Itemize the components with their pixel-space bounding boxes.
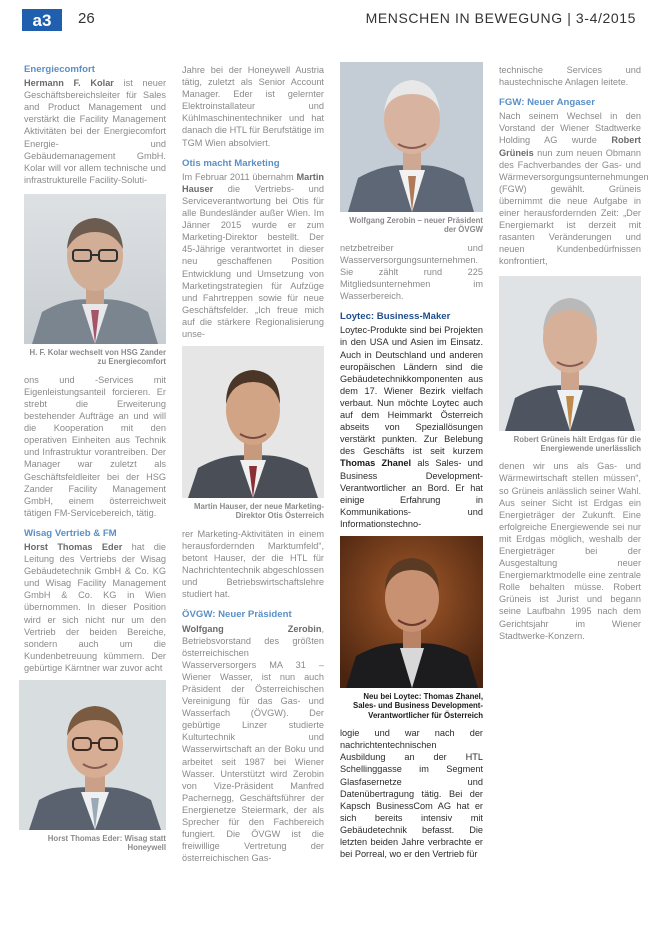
lead-name: Robert Grüneis (499, 135, 641, 158)
body-loytec-end: technische Services und haustechnische Anlagen leitete. (499, 65, 641, 88)
body-wisag (24, 541, 166, 674)
photo-grueneis (499, 276, 641, 431)
heading-wisag: Wisag Vertrieb & FM (24, 527, 117, 539)
body-text: hat die Leitung des Vertriebs der Wisag Gebäudetechnik GmbH & Co. KG und Wisag Facility Management GmbH & Co. KG in Wien übernommen. In dieser Position wird er sich nicht nur um den Vertrieb der beiden Bereiche, sondern auch um die Kundenbetreuung kümmern. Der gebürtige Kärntner war zuvor acht (24, 541, 167, 673)
body-loytec-cont: logie und war nach der nachrichtentechnischen Ausbildung an der HTL Schellinggasse im Segment Glasfasernetze und Datenübertragung tätig. Bei der Kapsch BusinessCom AG hat er sich bereits intensiv mit Gebäudetechnik befasst. Die letzten beiden Jahre verbrachte er bei Porreal, wo er den Vertrieb für (340, 728, 483, 860)
heading-loytec: Loytec: Business-Maker (340, 311, 451, 323)
heading-fgw: FGW: Neuer Angaser (499, 97, 595, 109)
lead-name: Wolfgang Zerobin (182, 623, 322, 634)
lead-name: Thomas Zhanel (340, 458, 412, 469)
body-text: Im Februar 2011 übernahm (182, 171, 297, 182)
body-fgw (499, 110, 649, 267)
caption-zhanel: Neu bei Loytec: Thomas Zhanel, Sales- und Business Development-Verantwortlicher für Österreich (353, 691, 483, 720)
column-4 (499, 64, 649, 642)
a3-logo (22, 9, 62, 31)
heading-energiecomfort: Energiecomfort (24, 64, 95, 75)
body-text: die Vertriebs- und Serviceverantwortung bei Otis für alle Bundesländer außer Wien. Im Jänner 2015 wurde er zum Marketing-Direktor bestellt. Der 45-Jährige verantwortet in dieser neu geschaffenen Position Entwicklung und Umsetzung von Marketingstrategien für Aufzüge und Fahrtreppen sowie für neue Geschäftsfelder. „Ich freue mich auf die stärkere Regionalisierung unse- (182, 183, 324, 339)
column-1 (24, 64, 166, 860)
caption-eder: Horst Thomas Eder: Wisag statt Honeywell (47, 834, 166, 853)
article-energiecomfort (24, 64, 166, 186)
article-wisag (24, 528, 166, 674)
heading-oevgw: ÖVGW: Neuer Präsident (182, 609, 292, 621)
column-3 (340, 62, 483, 860)
magazine-title: MENSCHEN IN BEWEGUNG | 3-4/2015 (365, 10, 636, 26)
page-number: 26 (78, 10, 95, 27)
body-oevgw-cont: netzbetreiber und Wasserversorgungsunternehmen. Sie zählt rund 225 Mitgliedsunternehmen im Wasserbereich. (340, 242, 483, 302)
body-energiecomfort (24, 77, 166, 186)
column-2 (182, 64, 324, 864)
caption-grueneis: Robert Grüneis hält Erdgas für die Energiewende unerlässlich (513, 434, 641, 453)
photo-eder (14, 680, 166, 830)
body-otis-cont: rer Marketing-Aktivitäten in einem herausfordernden Marktumfeld“, betont Hauser, der die HTL für Nachrichtentechnik abgeschlossen und Betriebswirtschaftslehre studiert hat. (182, 528, 324, 600)
photo-zhanel (340, 536, 483, 688)
body-text: , Betriebsvorstand des größten österreichischen Wasserversorgers MA 31 – Wiener Wasser, ist nun auch Präsident der Österreichischen Vereinigung für das Gas- und Wasserfach (ÖVGW). Der gebürtige Linzer studierte Kulturtechnik und Wasserwirtschaft an der Boku und arbeitet seit 1987 bei Wiener Wasser. Unterstützt wird Zerobin von Vize-Präsident Manfred Pachernegg, Geschäftsführer der Energienetze Steiermark, der als Sprecher für den Fachbereich fungiert. Die ÖVGW ist die freiwillige Vertretung der österreichischen Gas- (182, 623, 324, 864)
body-text: als Sales- und Business Development-Verantwortlicher an Bord. Er hat einige Erfahrung in Kommunikations- und Informationstechno- (340, 458, 483, 529)
photo-hauser (182, 346, 324, 498)
photo-kolar (24, 194, 166, 344)
article-oevgw (182, 609, 324, 864)
photo-zerobin (340, 62, 483, 212)
body-otis (182, 171, 324, 340)
body-text: ist neuer Geschäftsbereichsleiter für Sales and Product Management und verstärkt die Facility Management Aktivitäten bei der Energiecomfort Energie- und Gebäudemanagement GmbH. Kolar will vor allem technische und infrastrukturelle Facility-Soluti- (24, 78, 167, 185)
body-text: nun zum neuen Obmann des Fachverbandes der Gas- und Wärmeversorgungsunternehmungen (FGW) gewählt. Grüneis übernimmt die neue Aufgabe in einer herausfordernden Zeit: „Der Energiemarkt ist derzeit mit rasanten Veränderungen und neuen Kundenbedürfnissen konfrontiert, (499, 147, 649, 267)
page-header (0, 0, 650, 40)
body-text: Loytec-Produkte sind bei Projekten in den USA und Asien im Einsatz. Auch in Deutschland und anderen europäischen Ländern sind die Gebäudetechnikkomponenten aus dem 17. Wiener Bezirk vielfach verbaut. Nun möchte Loytec auch auf dem Heimmarkt Österreich abseits von Speziallösungen verstärkt punkten. Zur Belebung des Geschäfts ist seit kurzem (340, 325, 483, 457)
article-loytec (340, 311, 483, 860)
body-text: Nach seinem Wechsel in den Vorstand der Wiener Stadtwerke Holding AG wurde (499, 111, 641, 146)
article-otis (182, 158, 324, 340)
article-fgw (499, 97, 649, 267)
caption-hauser: Martin Hauser, der neue Marketing-Direktor Otis Österreich (194, 502, 324, 521)
body-energiecomfort-cont: ons und -Services mit Eigenleistungsanteil forcieren. Er strebt die Erweiterung bestehender Aufträge an und will die Kooperation mit den operativen Einheiten aus Technik und Infrastruktur vorantreiben. Der Manager war zuletzt als Geschäftsfeldleiter bei der HSG Zander Facility Management GmbH, einem österreichweit tätigen FM-Servicebereich, tätig. (24, 374, 166, 518)
logo-text: a3 (32, 11, 52, 30)
body-wisag-cont: Jahre bei der Honeywell Austria tätig, zuletzt als Senior Account Manager. Eder ist gelernter Elektroinstallateur und Kühlmaschinentechniker und hat danach die HTL für Berufstätige im TGM Wien absolviert. (182, 65, 324, 148)
caption-kolar: H. F. Kolar wechselt von HSG Zander zu Energiecomfort (29, 347, 166, 367)
body-loytec (340, 324, 483, 530)
body-fgw-cont: denen wir uns als Gas- und Wärmewirtschaft stellen müssen“, so Grüneis anlässlich seiner Wahl. Aus seiner Sicht ist Erdgas ein Energieträger der Zukunft. Eine erfolgreiche Energiewende sei nur mit Erdgas möglich, weshalb der Energieträger bei der Ausgestaltung neuer Energiemarktmodelle eine zentrale Rolle behalten müsse. Robert Grüneis ist Jurist und begann seine Laufbahn 1995 nach dem Gerichtsjahr im Wiener Stadtwerke-Konzern. (499, 461, 641, 641)
lead-name: Martin Hauser (182, 171, 324, 194)
lead-name: Horst Thomas Eder (24, 541, 123, 552)
lead-name: Hermann F. Kolar (24, 78, 114, 89)
heading-otis: Otis macht Marketing (182, 157, 280, 169)
body-oevgw (182, 623, 324, 865)
caption-zerobin: Wolfgang Zerobin – neuer Präsident der ÖVGW (349, 216, 483, 235)
